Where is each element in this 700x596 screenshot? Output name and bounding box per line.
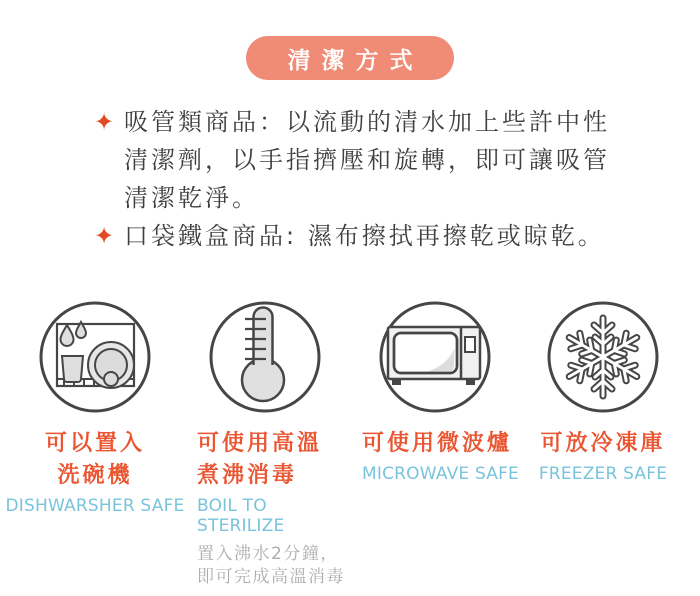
thermometer-icon	[207, 299, 323, 415]
microwave-icon	[377, 299, 493, 415]
safety-column-microwave	[345, 299, 525, 484]
care-note-item	[94, 217, 639, 255]
label-zh: 煮沸消毒	[197, 463, 298, 488]
care-note-line: 口袋鐵盒商品: 濕布擦拭再擦乾或晾乾。	[124, 222, 605, 250]
care-note-line: 清潔劑，以手指擠壓和旋轉，即可讓吸管	[124, 146, 610, 174]
section-title-badge	[246, 36, 454, 80]
safety-column-freezer	[513, 299, 693, 484]
sparkle-bullet-icon: ✦	[94, 108, 115, 136]
snowflake-icon	[545, 299, 661, 415]
care-note-line: 清潔乾淨。	[124, 184, 259, 212]
label-note	[197, 543, 355, 589]
label-en: BOIL TO STERILIZE	[197, 496, 285, 536]
label-zh: 可使用高溫	[197, 431, 323, 456]
safety-column-dishwasher	[5, 299, 185, 516]
label-note-line: 置入沸水2分鐘，	[197, 544, 339, 564]
label-zh: 洗碗機	[57, 463, 133, 488]
dishwasher-icon	[37, 299, 153, 415]
care-note-line: 吸管類商品：以流動的清水加上些許中性	[124, 108, 610, 136]
label-zh: 可以置入	[44, 431, 145, 456]
section-title: 清潔方式	[287, 47, 424, 74]
care-notes	[94, 103, 639, 255]
safety-column-boil	[175, 299, 355, 589]
care-note-text	[124, 217, 605, 255]
label-en: FREEZER SAFE	[538, 464, 668, 484]
label-zh: 可放冷凍庫	[540, 431, 666, 456]
care-note-text	[124, 103, 610, 217]
label-en: MICROWAVE SAFE	[362, 464, 519, 484]
care-note-item	[94, 103, 639, 217]
sparkle-bullet-icon: ✦	[94, 222, 115, 250]
label-zh: 可使用微波爐	[362, 431, 513, 456]
label-note-line: 即可完成高溫消毒	[197, 567, 345, 587]
label-en: DISHWARSHER SAFE	[5, 496, 185, 516]
safety-icon-row	[0, 299, 700, 589]
